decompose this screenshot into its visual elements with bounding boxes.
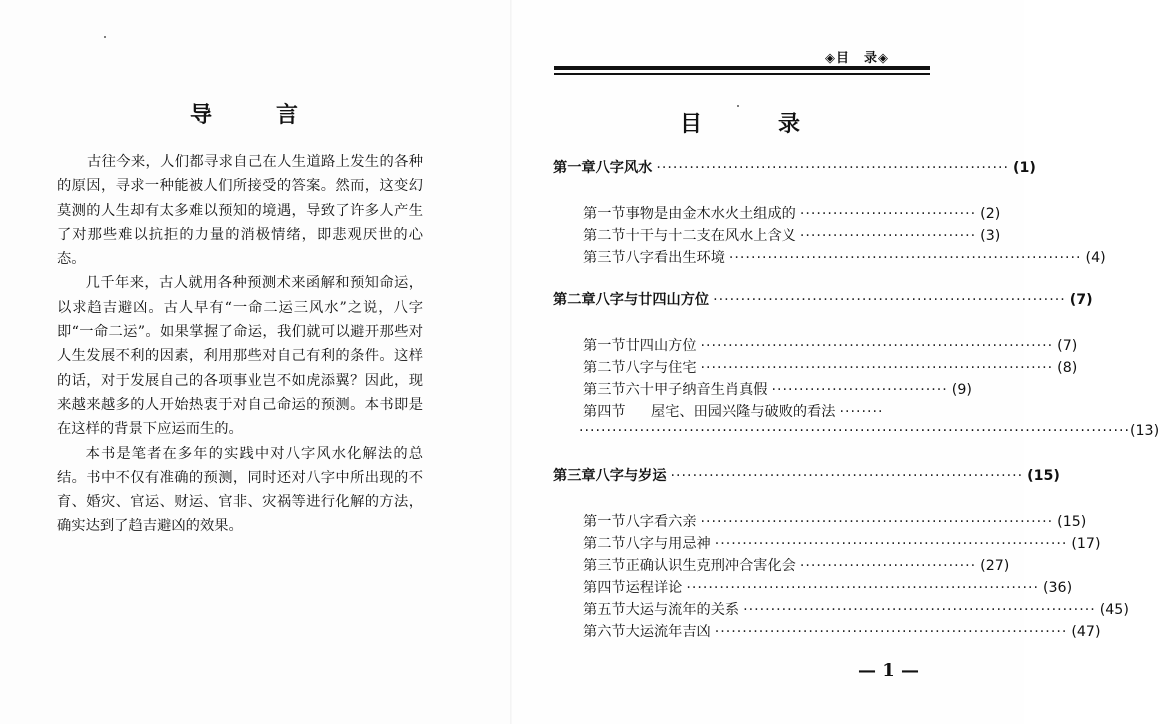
- section-title: 运程详论: [625, 580, 683, 596]
- leader-dots: ································································: [700, 514, 1054, 530]
- leader-dots: ····································································································: [579, 423, 1130, 439]
- paper-speck: [104, 36, 106, 38]
- chapter-number: 第二章: [553, 292, 596, 308]
- page-number: (1): [1012, 160, 1036, 176]
- paper-speck: [737, 105, 739, 107]
- section-number: 第四节: [583, 580, 626, 596]
- spacer: [553, 313, 933, 335]
- toc-section[interactable]: [553, 203, 1001, 225]
- chapter-title: 八字与廿四山方位: [595, 292, 710, 308]
- page-number: (17): [1071, 536, 1101, 552]
- leader-dots: ································································: [714, 624, 1068, 640]
- section-title: 八字看六亲: [625, 514, 697, 530]
- leader-dots: ································································: [700, 360, 1054, 376]
- toc-title-char: 录: [777, 112, 800, 137]
- chapter-number: 第三章: [553, 468, 596, 484]
- section-title: 屋宅、田园兴隆与破败的看法: [651, 404, 836, 420]
- page-number: (9): [951, 382, 972, 398]
- section-title: 大运流年吉凶: [625, 624, 711, 640]
- toc-title-char: 目: [680, 112, 703, 137]
- header-rule-thin: [554, 73, 930, 75]
- section-title: 八字与住宅: [625, 360, 697, 376]
- section-title: 八字看出生环境: [625, 250, 725, 266]
- page-number: (13): [1129, 423, 1159, 439]
- spacer: [553, 445, 933, 465]
- page-number: (15): [1027, 468, 1060, 484]
- toc-section[interactable]: [553, 357, 1078, 379]
- leader-dots: ································································: [714, 536, 1068, 552]
- section-number: 第一节: [583, 338, 626, 354]
- section-number: 第三节: [583, 382, 626, 398]
- page-number: (47): [1071, 624, 1101, 640]
- running-head: ◈目 录◈: [825, 51, 889, 66]
- toc-section-continuation: [553, 423, 1159, 445]
- section-number: 第一节: [583, 206, 626, 222]
- section-title: 六十甲子纳音生肖真假: [625, 382, 768, 398]
- toc-section[interactable]: [553, 533, 1101, 555]
- toc-section[interactable]: [553, 247, 1106, 269]
- section-title: 十干与十二支在风水上含义: [625, 228, 796, 244]
- intro-paragraph: 几千年来，古人就用各种预测术来函解和预知命运，以求趋吉避凶。古人早有“一命二运三风水”之说，八字即“一命二运”。如果掌握了命运，我们就可以避开那些对人生发展不利的因素，利用那些对自己有利的条件。这样的话，对于发展自己的各项事业岂不如虎添翼？因此，现来越来越多的人开始热衷于对自己命运的预测。本书即是在这样的背景下应运而生的。: [57, 275, 423, 438]
- leader-dots: ································································: [743, 602, 1096, 618]
- toc-section[interactable]: [553, 577, 1073, 599]
- page-number: (27): [980, 558, 1010, 574]
- chapter-title: 八字风水: [595, 160, 653, 176]
- intro-paragraph: 本书是笔者在多年的实践中对八字风水化解法的总结。书中不仅有准确的预测，同时还对八字中所出现的不育、婚灾、官运、财运、官非、灾祸等进行化解的方法，确实达到了趋吉避凶的效果。: [57, 445, 423, 535]
- section-title: 大运与流年的关系: [625, 602, 740, 618]
- section-number: 第六节: [583, 624, 626, 640]
- leader-dots: ································································: [656, 160, 1009, 176]
- section-number: 第一节: [583, 514, 626, 530]
- section-number: 第三节: [583, 250, 626, 266]
- toc-section[interactable]: [553, 401, 933, 423]
- leader-dots: ································: [799, 228, 977, 244]
- leader-dots: ································: [799, 558, 977, 574]
- page-number: (2): [980, 206, 1001, 222]
- page-number: (45): [1099, 602, 1129, 618]
- leader-dots: ································: [771, 382, 948, 398]
- toc-section[interactable]: [553, 511, 1087, 533]
- toc-section[interactable]: [553, 599, 1129, 621]
- page-number: (36): [1042, 580, 1073, 596]
- toc-section[interactable]: [553, 621, 1101, 643]
- section-title: 八字与用忌神: [625, 536, 711, 552]
- leader-dots: ································: [799, 206, 977, 222]
- leader-dots: ································································: [686, 580, 1039, 596]
- page-number: (15): [1057, 514, 1087, 530]
- table-of-contents: [553, 157, 1159, 643]
- page-number: (7): [1069, 292, 1093, 308]
- leader-dots: ································································: [728, 250, 1082, 266]
- section-number: 第五节: [583, 602, 626, 618]
- section-title: 事物是由金木水火土组成的: [625, 206, 796, 222]
- intro-paragraph: 古往今来，人们都寻求自己在人生道路上发生的各种的原因，寻求一种能被人们所接受的答案。然而，这变幻莫测的人生却有太多难以预知的境遇，导致了许多人产生了对那些难以抗拒的力量的消极情绪，即悲观厌世的心态。: [57, 154, 423, 268]
- chapter-title: 八字与岁运: [595, 468, 667, 484]
- header-rule-thick: [554, 66, 930, 70]
- intro-title: [190, 98, 300, 129]
- leader-dots: ································································: [670, 468, 1024, 484]
- leader-dots: ································································: [713, 292, 1066, 308]
- spacer: [553, 181, 933, 203]
- section-title: 正确认识生克刑冲合害化会: [625, 558, 796, 574]
- intro-title-char: 导: [190, 103, 215, 128]
- page-number: (4): [1085, 250, 1106, 266]
- page-number: (3): [980, 228, 1001, 244]
- chapter-number: 第一章: [553, 160, 596, 176]
- section-title: 廿四山方位: [625, 338, 697, 354]
- toc-section[interactable]: [553, 225, 1001, 247]
- section-number: 第四节: [583, 404, 626, 420]
- toc-chapter-3[interactable]: [553, 465, 1060, 489]
- section-number: 第三节: [583, 558, 626, 574]
- toc-section[interactable]: [553, 335, 1078, 357]
- page-number: (8): [1057, 360, 1078, 376]
- toc-chapter-1[interactable]: [553, 157, 1036, 181]
- section-number: 第二节: [583, 536, 626, 552]
- leader-dots: ········: [839, 404, 884, 420]
- section-number: 第二节: [583, 228, 626, 244]
- toc-chapter-2[interactable]: [553, 289, 1093, 313]
- page-number: (7): [1057, 338, 1078, 354]
- spacer: [553, 269, 933, 289]
- left-page: [0, 0, 512, 724]
- toc-section[interactable]: [553, 379, 972, 401]
- toc-section[interactable]: [553, 555, 1010, 577]
- intro-title-char: 言: [275, 103, 300, 128]
- intro-body: [57, 150, 423, 539]
- page-folio: — 1 —: [858, 660, 920, 681]
- toc-title: [680, 107, 800, 138]
- section-number: 第二节: [583, 360, 626, 376]
- spacer: [553, 489, 933, 511]
- leader-dots: ································································: [700, 338, 1054, 354]
